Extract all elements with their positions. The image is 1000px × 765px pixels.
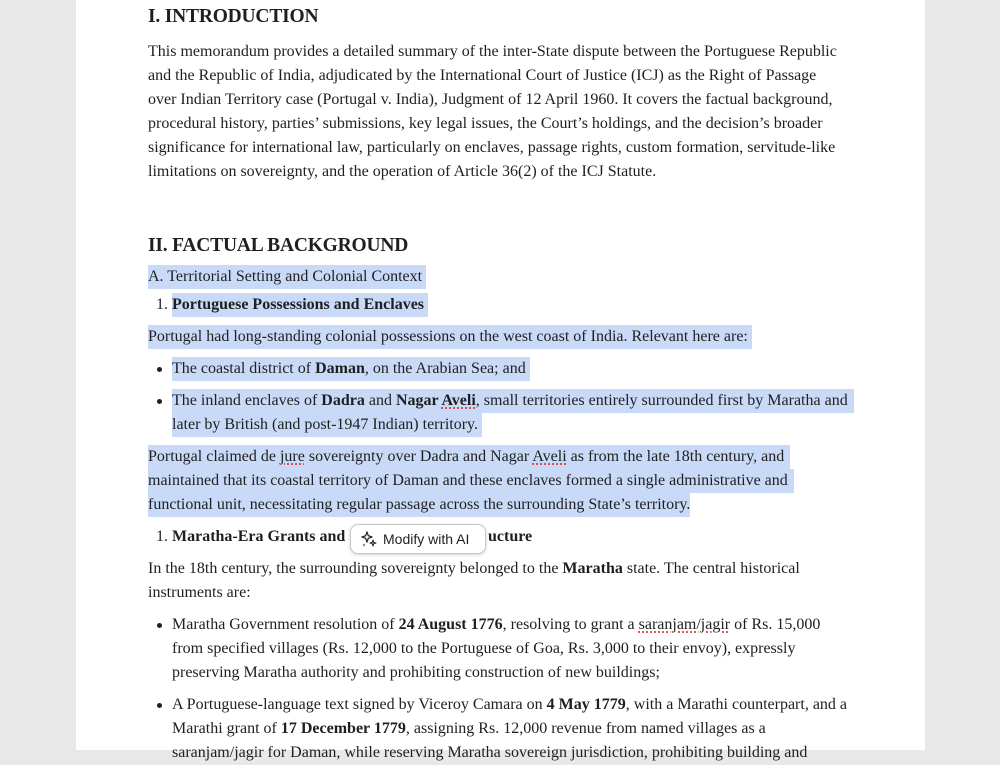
item-title-portuguese-possessions: Portuguese Possessions and Enclaves [172,293,428,317]
modify-with-ai-label: Modify with AI [383,531,470,547]
section-heading-factual-background: II. FACTUAL BACKGROUND [148,235,409,256]
text-line: over Indian Territory case (Portugal v. India), Judgment of 12 April 1960. It covers the factual background, [148,91,833,108]
bullet-dot [157,367,162,372]
list-number: 1. [156,296,168,313]
text-line: significance for international law, particularly on enclaves, passage rights, custom formation, servitude-like [148,139,836,156]
bullet-daman: The coastal district of Daman, on the Arabian Sea; and [172,357,530,381]
intro-paragraph [148,40,848,184]
text-line: This memorandum provides a detailed summary of the inter-State dispute between the Portuguese Republic [148,43,837,60]
text-line: and the Republic of India, adjudicated by the International Court of Justice (ICJ) as the Right of Passage [148,67,817,84]
item-title-maratha-grants: Maratha-Era Grants and [172,528,346,545]
paragraph-maratha-state: In the 18th century, the surrounding sovereignty belonged to the Maratha state. The central historical instruments are: [148,560,800,601]
bullet-resolution-1776: Maratha Government resolution of 24 August 1776, resolving to grant a saranjam/jagir of Rs. 15,000 from specified villages (Rs. 12,000 to the Portuguese of Goa, Rs. 3,000 to their envoy), expressly preserving Maratha authority and prohibiting construction of new buildings; [172,613,862,685]
text-line: limitations on sovereignty, and the operation of Article 36(2) of the ICJ Statute. [148,163,657,180]
sparkle-icon [361,531,377,547]
modify-with-ai-button[interactable] [350,524,486,554]
bullet-dot [157,623,162,628]
subheading-territorial-setting: A. Territorial Setting and Colonial Context [148,265,426,289]
bullet-dadra-nagar-aveli: The inland enclaves of Dadra and Nagar Aveli, small territories entirely surrounded first by Maratha and later by British (and post-1947 Indian) territory. [172,389,862,437]
paragraph-possessions: Portugal had long-standing colonial possessions on the west coast of India. Relevant here are: [148,325,752,349]
bullet-dot [157,399,162,404]
bullet-text-1779: A Portuguese-language text signed by Viceroy Camara on 4 May 1779, with a Marathi counterpart, and a Marathi grant of 17 December 1779, assigning Rs. 12,000 revenue from named villages as a saranjam/jagir for Daman, while reserving Maratha sovereign jurisdiction, prohibiting building and [172,693,862,765]
section-heading-introduction: I. INTRODUCTION [148,6,319,27]
item-title-maratha-grants-end: ucture [488,528,533,545]
paragraph-sovereignty-claim: Portugal claimed de jure sovereignty over Dadra and Nagar Aveli as from the late 18th century, and maintained that its coastal territory of Daman and these enclaves formed a single administrative and functional unit, necessitating regular passage across the surrounding State’s territory. [148,445,794,517]
text-line: procedural history, parties’ submissions, key legal issues, the Court’s holdings, and the decision’s broader [148,115,823,132]
document-page [76,0,925,761]
list-number: 1. [156,528,168,545]
bullet-dot [157,703,162,708]
